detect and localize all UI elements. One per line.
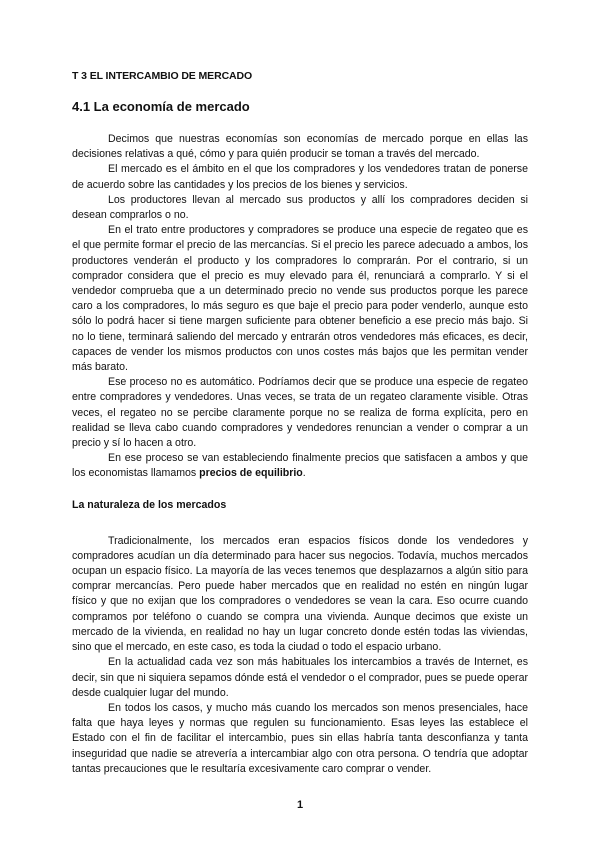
- paragraph: El mercado es el ámbito en el que los compradores y los vendedores tratan de ponerse de acuerdo sobre las cantidades y los precios de los bienes y servicios.: [72, 163, 528, 191]
- paragraph: Tradicionalmente, los mercados eran espacios físicos donde los vendedores y compradores acudían un día determinado para hacer sus negocios. Todavía, muchos mercados ocupan un espacio físico. La mayoría de las veces tenemos que desplazarnos a algún sitio para comprar mercancías. Pero puede haber mercados que en realidad no estén en ningún lugar físico y que no exijan que los compradores o vendedores se vean la cara. Eso ocurre cuando compramos por teléfono o cuando se compra una vivienda. Aunque decimos que existe un mercado de la vivienda, en realidad no hay un lugar concreto donde estén todas las viviendas, sino que el mercado, en este caso, es toda la ciudad o todo el espacio urbano.: [72, 534, 528, 654]
- paragraph: En el trato entre productores y compradores se produce una especie de regateo que es el que permite formar el precio de las mercancías. Si el precio les parece adecuado a ambos, los productores venderán el producto y los compradores lo comprarán. Por el contrario, si un comprador considera que el precio es muy elevado para él, renunciará a comprarlo. Y si el vendedor comprueba que a un determinado precio no vende sus productos porque les parece caro a los compradores, lo más seguro es que baje el precio para poder venderlo, aunque esto sólo lo podrá hacer si tiene margen suficiente para obtener beneficio a ese precio más bajo. Si no lo tiene, terminará saliendo del mercado y entrarán otros vendedores más eficaces, es decir, capaces de vender los mismos productos con unos costes más bajos que les permitan vender más barato.: [72, 224, 528, 374]
- subsection-title: La naturaleza de los mercados: [72, 498, 227, 511]
- key-term: precios de equilibrio: [199, 467, 303, 480]
- chapter-title: T 3 EL INTERCAMBIO DE MERCADO: [72, 70, 253, 82]
- paragraph-text: .: [302, 467, 306, 480]
- page-number: 1: [296, 799, 304, 811]
- paragraph: En la actualidad cada vez son más habituales los intercambios a través de Internet, es decir, sin que ni siquiera sepamos dónde está el vendedor o el comprador, pues se puede operar desde cualquier lugar del mundo.: [72, 656, 528, 699]
- equilibrium-paragraph: [72, 451, 528, 481]
- paragraph-text: En ese proceso se van estableciendo finalmente precios que satisfacen a ambos y que los economistas llamamos: [72, 452, 528, 480]
- paragraph: Ese proceso no es automático. Podríamos decir que se produce una especie de regateo entre compradores y vendedores. Unas veces, se trata de un regateo claramente visible. Otras veces, el regateo no se percibe claramente porque no se realiza de forma explícita, pero en realidad se lleva cabo cuando compradores y vendedores renuncian a vender o comprar a un precio y sí lo hacen a otro.: [72, 376, 528, 450]
- document-page: [72, 70, 528, 777]
- section-title: 4.1 La economía de mercado: [72, 99, 250, 114]
- paragraph: Decimos que nuestras economías son economías de mercado porque en ellas las decisiones relativas a qué, cómo y para quién producir se toman a través del mercado.: [72, 133, 528, 161]
- paragraph: Los productores llevan al mercado sus productos y allí los compradores deciden si desean comprarlos o no.: [72, 193, 528, 222]
- paragraph: En todos los casos, y mucho más cuando los mercados son menos presenciales, hace falta que haya leyes y normas que regulen su funcionamiento. Esas leyes las establece el Estado con el fin de facilitar el intercambio, pues sin ellas habría tanta desconfianza y tanta inseguridad que nadie se atrevería a intercambiar algo con otra persona. O tendría que adoptar tantas precauciones que le resultaría excesivamente caro comprar o vender.: [72, 701, 528, 775]
